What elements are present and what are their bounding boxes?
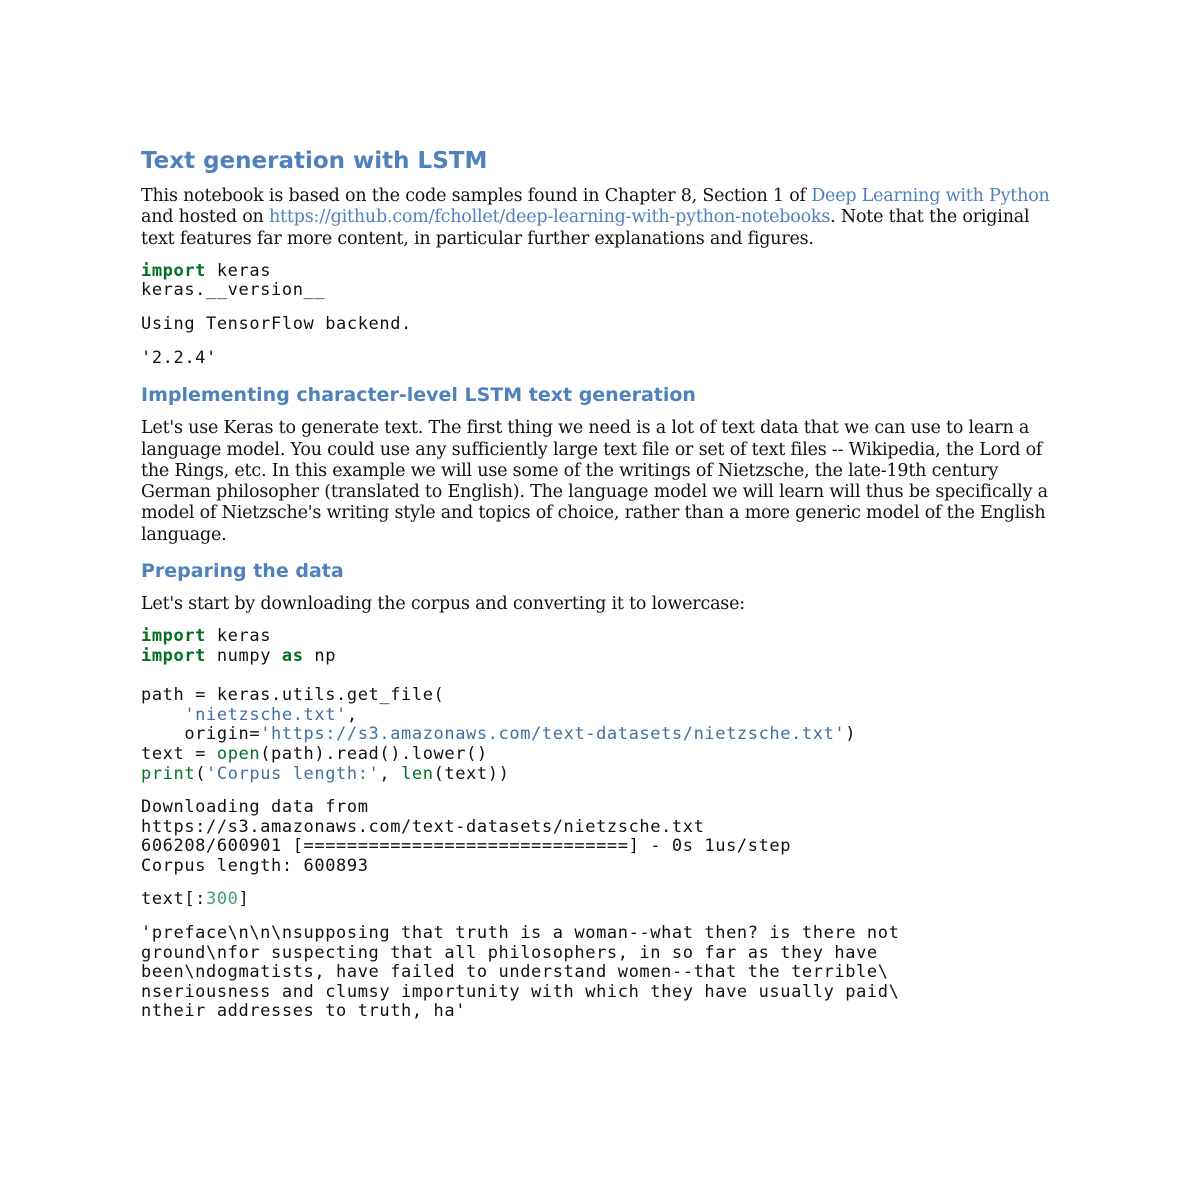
intro-paragraph: [141, 186, 1056, 250]
code-text: (text)): [433, 763, 510, 784]
builtin-print: print: [141, 763, 196, 784]
code-text: (: [195, 763, 207, 784]
output-line: Corpus length: 600893: [141, 855, 369, 876]
section-heading-data: Preparing the data: [141, 560, 344, 583]
code-text: text[:: [141, 889, 207, 910]
section-paragraph-data: Let's start by downloading the corpus and converting it to lowercase:: [141, 594, 745, 615]
output-line: Downloading data from: [141, 797, 369, 818]
intro-text-3: . Note that the original text features far more content, in particular further explanations and figures.: [141, 207, 1030, 249]
code-cell-slice[interactable]: [141, 890, 1056, 910]
book-link[interactable]: Deep Learning with Python: [811, 186, 1050, 206]
builtin-open: open: [216, 743, 261, 764]
code-text: ]: [238, 889, 250, 910]
output-line: ntheir addresses to truth, ha': [141, 1001, 467, 1022]
keyword-as: as: [281, 645, 304, 666]
code-text: ,: [346, 704, 358, 725]
notebook-page: [141, 146, 1056, 1036]
code-cell-import-keras[interactable]: [141, 262, 1056, 301]
code-indent: [141, 705, 184, 725]
code-text: ,: [379, 763, 402, 784]
output-line: 'preface\n\n\nsupposing that truth is a woman--what then? is there not: [141, 923, 900, 944]
builtin-len: len: [401, 763, 434, 784]
string-literal: 'https://s3.amazonaws.com/text-datasets/nietzsche.txt': [260, 724, 846, 745]
github-link[interactable]: https://github.com/fchollet/deep-learning-with-python-notebooks: [268, 207, 831, 228]
output-line: nseriousness and clumsy importunity with which they have usually paid\: [141, 981, 900, 1002]
page-title: Text generation with LSTM: [141, 148, 488, 174]
intro-text-1: This notebook is based on the code samples found in Chapter 8, Section 1 of: [141, 186, 812, 206]
code-text: np: [303, 645, 337, 666]
intro-text-2: and hosted on: [141, 207, 269, 228]
code-text: keras: [206, 260, 272, 281]
code-text: ): [845, 724, 857, 745]
code-text: keras: [206, 626, 272, 647]
code-text: text =: [141, 743, 217, 764]
code-text: path = keras.utils.get_file(: [141, 685, 445, 706]
keyword-import: import: [141, 260, 207, 281]
output-line: been\ndogmatists, have failed to understand women--that the terrible\: [141, 962, 889, 983]
output-line: https://s3.amazonaws.com/text-datasets/nietzsche.txt: [141, 816, 705, 837]
output-line: ground\nfor suspecting that all philosophers, in so far as they have: [141, 942, 878, 963]
string-literal: 'Corpus length:': [206, 763, 380, 784]
keyword-import: import: [141, 645, 207, 666]
section-paragraph-lstm: Let's use Keras to generate text. The first thing we need is a lot of text data that we can use to learn a language model. You could use any sufficiently large text file or set of text files -- Wikipedia, the Lord of the Rings, etc. In this example we will use some of the writings of Nietzsche, the late-19th century German philosopher (translated to English). The language model we will learn will thus be specifically a model of Nietzsche's writing style and topics of choice, rather than a more generic model of the English language.: [141, 418, 1048, 545]
section-heading-lstm: Implementing character-level LSTM text generation: [141, 384, 696, 407]
cell-output-text-preview: [141, 924, 1056, 1022]
code-text: keras.__version__: [141, 280, 326, 301]
cell-output-stderr: Using TensorFlow backend.: [141, 314, 412, 335]
keyword-import: import: [141, 626, 207, 647]
code-text: (path).read().lower(): [260, 743, 488, 764]
string-literal: 'nietzsche.txt': [184, 704, 347, 725]
number-literal: 300: [206, 889, 239, 910]
code-text: numpy: [206, 645, 282, 666]
cell-output-version: '2.2.4': [141, 347, 217, 368]
cell-output-download: [141, 798, 1056, 876]
code-text: origin=: [141, 724, 261, 745]
code-cell-download[interactable]: [141, 627, 1056, 784]
progress-line: 606208/600901 [==============================] - 0s 1us/step: [141, 836, 792, 857]
